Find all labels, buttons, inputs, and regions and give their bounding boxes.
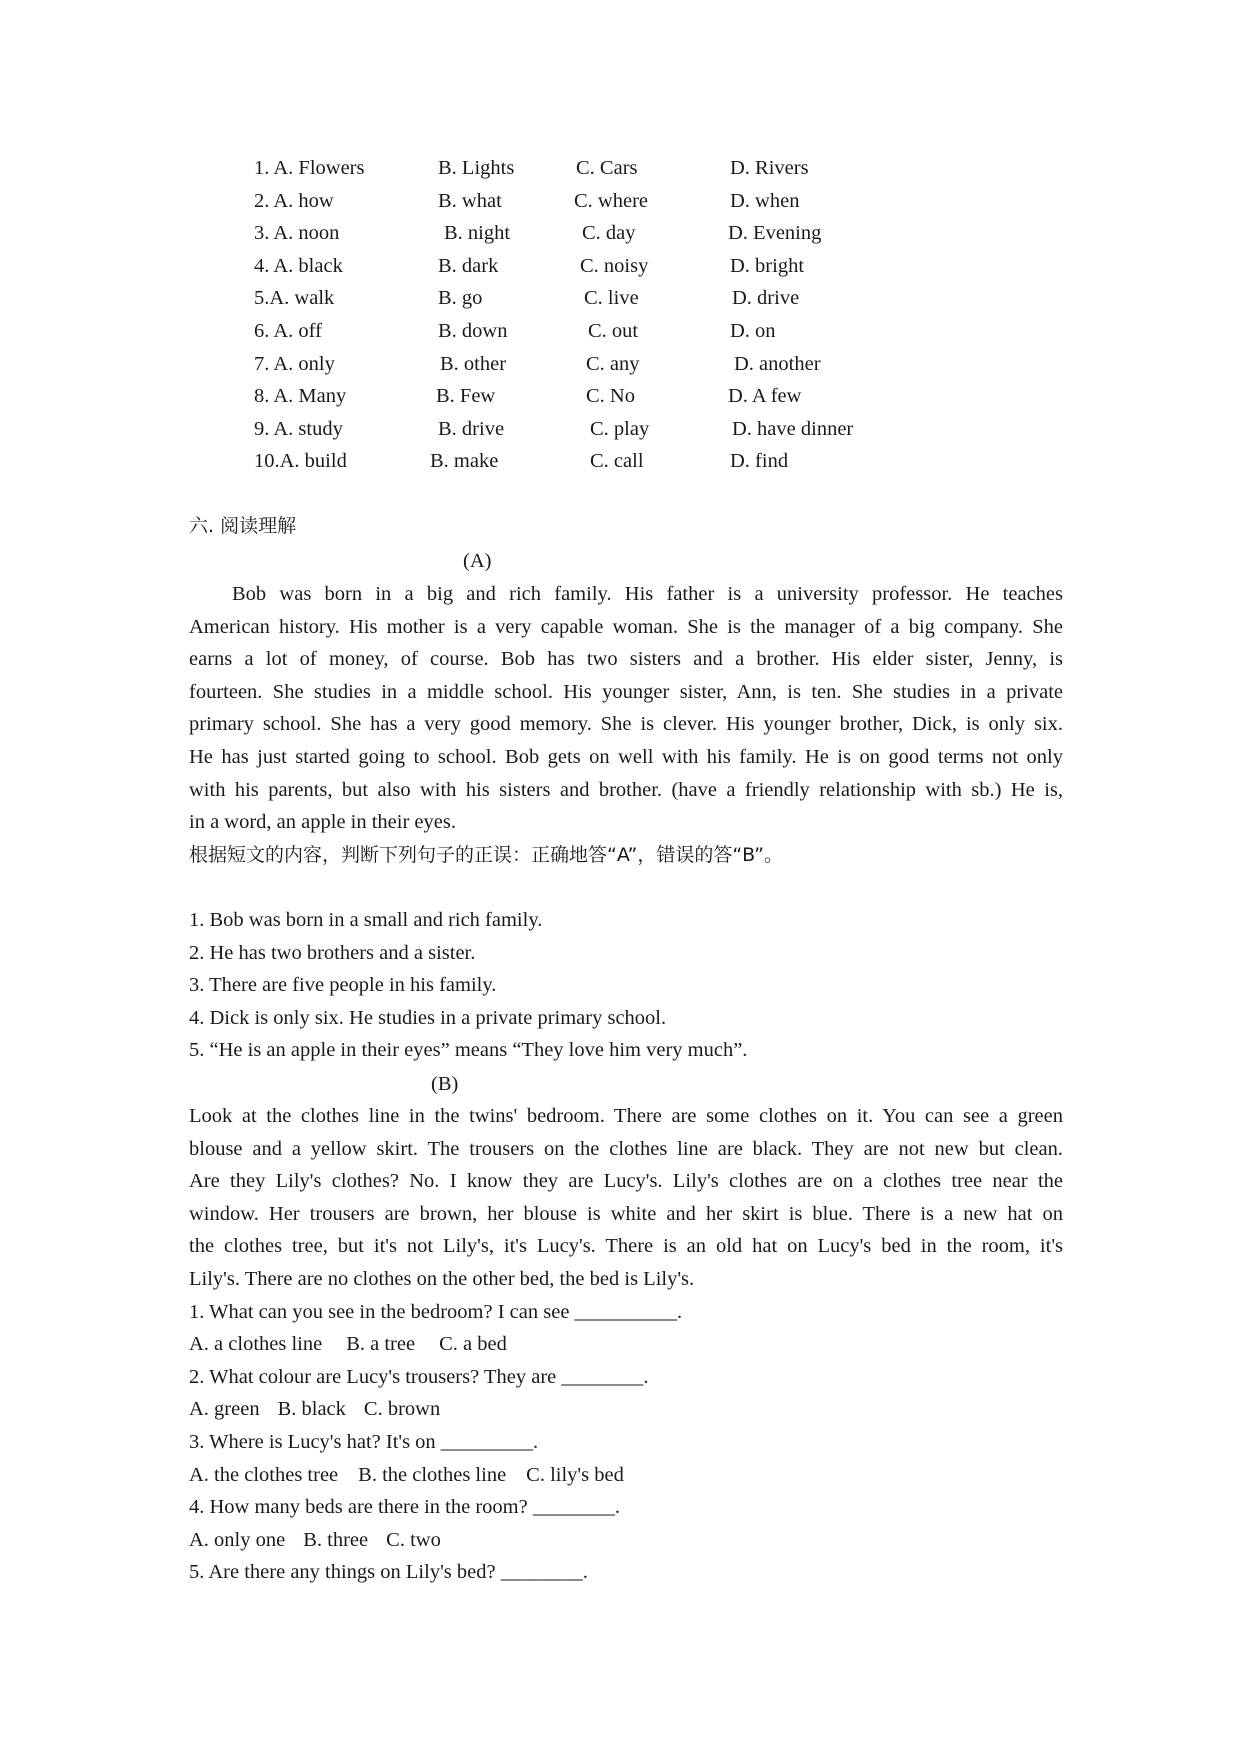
option-a: 1. A. Flowers [254,157,365,179]
answer-choices [189,1524,1063,1557]
option-row [254,445,894,478]
option-d: D. drive [732,287,800,310]
option-c: C. No [586,385,635,408]
passage-b [189,1100,1063,1589]
option-row [254,217,894,250]
instruction: 根据短文的内容，判断下列句子的正误：正确地答“A”，错误的答“B”。 [189,843,784,866]
choice-c: C. brown [363,1398,441,1421]
option-d: D. Rivers [730,157,809,179]
option-a: 10.A. build [254,450,347,473]
passage-line: with his parents, but also with his sisters and brother. (have a friendly relationship with sb.) He is, [189,778,1063,801]
passage-line: Bob was born in a big and rich family. His father is a university professor. He teaches [232,583,1063,605]
option-b: B. drive [438,417,505,440]
question: 4. How many beds are there in the room? ________. [189,1496,620,1519]
option-a: 6. A. off [254,319,322,342]
option-c: C. noisy [580,254,649,277]
option-d: D. A few [728,385,802,408]
option-d: D. find [730,450,789,473]
option-c: C. any [586,352,640,375]
section-heading: 六. 阅读理解 [189,515,297,537]
statement: 2. He has two brothers and a sister. [189,941,476,964]
choice-c: C. two [386,1528,441,1551]
option-b: B. what [438,189,502,212]
choice-c: C. lily's bed [526,1463,624,1486]
option-row [254,185,894,218]
passage-line: He has just started going to school. Bob gets on well with his family. He is on good terms not only [189,745,1063,768]
option-b: B. Few [436,385,496,408]
answer-choices [189,1459,1063,1492]
passage-line: primary school. She has a very good memory. She is clever. His younger brother, Dick, is only six. [189,713,1063,736]
passage-line: the clothes tree, but it's not Lily's, it's Lucy's. There is an old hat on Lucy's bed in the room, it's [189,1235,1063,1258]
true-false-statements [189,904,1063,1067]
option-a: 3. A. noon [254,222,340,245]
option-row [254,152,894,185]
choice-b: B. the clothes line [358,1463,507,1486]
option-d: D. bright [730,254,805,277]
option-b: B. night [444,222,511,245]
passage-line: fourteen. She studies in a middle school. His younger sister, Ann, is ten. She studies in a private [189,680,1063,703]
statement: 1. Bob was born in a small and rich family. [189,909,543,931]
option-row [254,348,894,381]
passage-line: American history. His mother is a very capable woman. She is the manager of a big company. She [189,615,1063,638]
passage-line: Are they Lily's clothes? No. I know they are Lucy's. Lily's clothes are on a clothes tree near the [189,1170,1063,1193]
option-c: C. day [582,222,636,245]
choice-a: A. a clothes line [189,1333,323,1356]
option-c: C. play [590,417,650,440]
option-d: D. when [730,189,800,212]
option-c: C. call [590,450,644,473]
option-b: B. Lights [438,157,515,179]
option-row [254,250,894,283]
option-b: B. down [438,319,508,342]
option-d: D. on [730,319,776,342]
statement: 4. Dick is only six. He studies in a private primary school. [189,1006,667,1029]
passage-line: blouse and a yellow skirt. The trousers on the clothes line are black. They are not new but clean. [189,1137,1063,1160]
question: 5. Are there any things on Lily's bed? ________. [189,1561,588,1584]
option-b: B. other [440,352,507,375]
options-table [254,152,894,478]
choice-b: B. black [277,1398,346,1421]
choice-c: C. a bed [439,1333,507,1356]
option-c: C. live [584,287,639,310]
passage-b-label: (B) [431,1073,459,1095]
option-row [254,380,894,413]
answer-choices [189,1393,1063,1426]
answer-choices [189,1328,1063,1361]
statement: 3. There are five people in his family. [189,974,497,997]
option-d: D. Evening [728,222,822,245]
passage-a-label: (A) [463,550,492,572]
option-row [254,282,894,315]
question: 1. What can you see in the bedroom? I can see __________. [189,1300,683,1323]
option-a: 4. A. black [254,254,343,277]
question: 3. Where is Lucy's hat? It's on _________. [189,1430,539,1453]
choice-b: B. three [303,1528,369,1551]
option-a: 2. A. how [254,189,334,212]
option-a: 8. A. Many [254,385,347,408]
option-c: C. out [588,319,639,342]
option-c: C. where [574,189,649,212]
option-b: B. dark [438,254,499,277]
choice-b: B. a tree [346,1333,416,1356]
passage-line: earns a lot of money, of course. Bob has two sisters and a brother. His elder sister, Jenny, is [189,648,1063,671]
option-b: B. go [438,287,483,310]
passage-a [189,578,1063,871]
option-b: B. make [430,450,499,473]
passage-line: window. Her trousers are brown, her blouse is white and her skirt is blue. There is a new hat on [189,1202,1063,1225]
choice-a: A. green [189,1398,260,1421]
option-d: D. another [734,352,821,375]
option-row [254,315,894,348]
statement: 5. “He is an apple in their eyes” means “They love him very much”. [189,1039,748,1062]
option-a: 7. A. only [254,352,335,375]
option-c: C. Cars [576,157,638,179]
choice-a: A. only one [189,1528,286,1551]
passage-line: Look at the clothes line in the twins' bedroom. There are some clothes on it. You can see a green [189,1105,1063,1127]
option-d: D. have dinner [732,417,854,440]
option-a: 5.A. walk [254,287,335,310]
passage-line: Lily's. There are no clothes on the other bed, the bed is Lily's. [189,1267,695,1290]
choice-a: A. the clothes tree [189,1463,339,1486]
passage-line: in a word, an apple in their eyes. [189,811,456,834]
option-a: 9. A. study [254,417,343,440]
question: 2. What colour are Lucy's trousers? They are ________. [189,1365,649,1388]
option-row [254,413,894,446]
